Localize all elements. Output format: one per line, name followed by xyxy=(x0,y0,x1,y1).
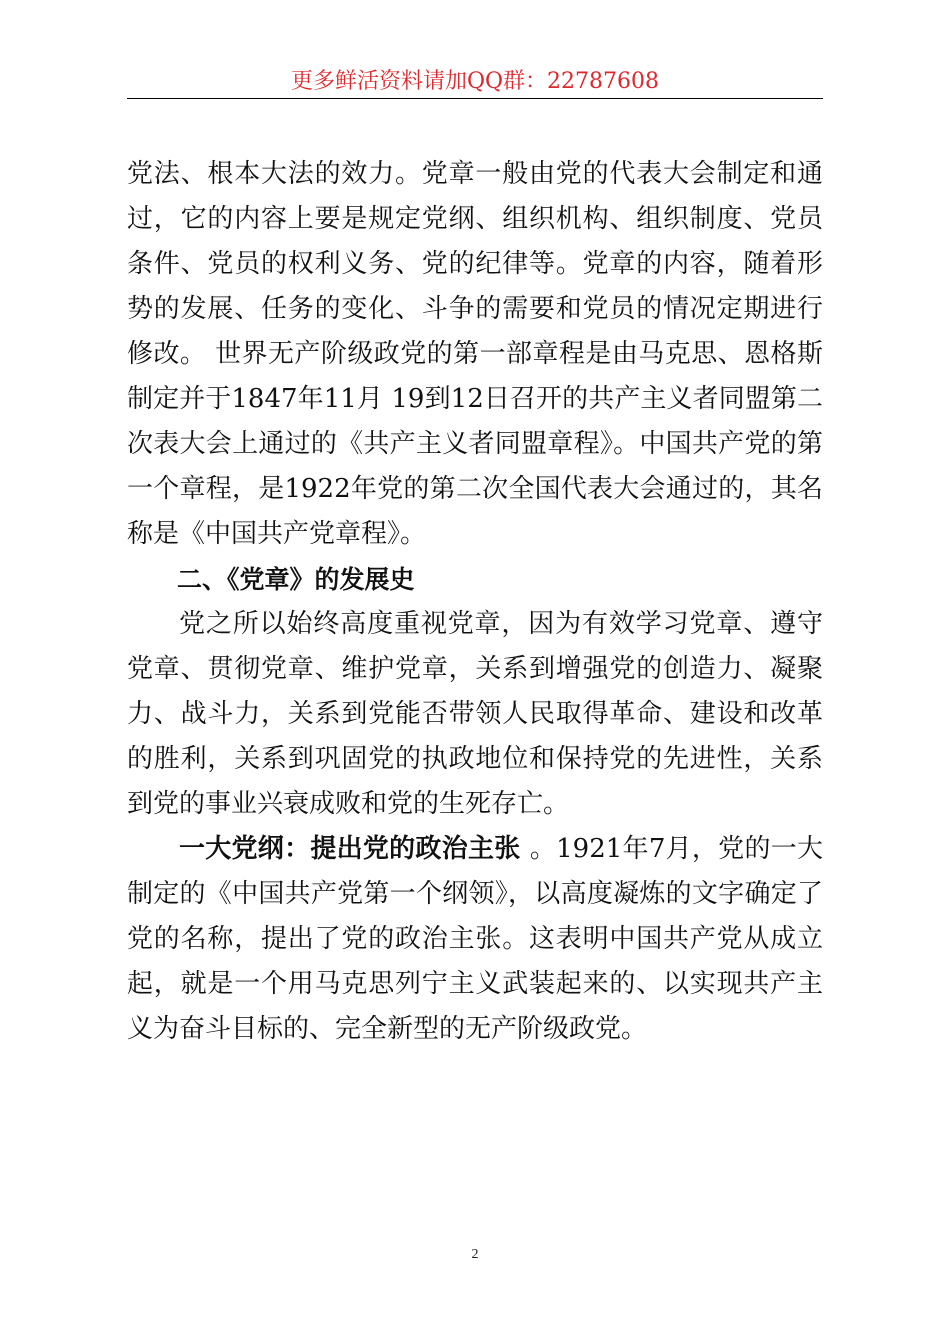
paragraph-3 xyxy=(127,827,823,1052)
document-body xyxy=(127,152,823,1052)
header-watermark-text: 更多鲜活资料请加QQ群：22787608 xyxy=(290,69,660,94)
paragraph-1: 党法、根本大法的效力。党章一般由党的代表大会制定和通过，它的内容上要是规定党纲、组织机构、组织制度、党员条件、党员的权利义务、党的纪律等。党章的内容，随着形势的发展、任务的变化、斗争的需要和党员的情况定期进行修改。 世界无产阶级政党的第一部章程是由马克思、恩格斯制定并于1847年11月 19到12日召开的共产主义者同盟第二次表大会上通过的《共产主义者同盟章程》。中国共产党的第一个章程，是1922年党的第二次全国代表大会通过的，其名称是《中国共产党章程》。 xyxy=(127,159,823,549)
header-divider xyxy=(127,98,823,99)
page-number: 2 xyxy=(471,1247,479,1262)
paragraph-3-lead: 一大党纲：提出党的政治主张 xyxy=(179,834,530,864)
section-heading: 二、《党章》的发展史 xyxy=(177,565,415,594)
paragraph-3-text: 。1921年7月，党的一大制定的《中国共产党第一个纲领》，以高度凝炼的文字确定了党的名称，提出了党的政治主张。这表明中国共产党从成立起，就是一个用马克思列宁主义武装起来的、以实现共产主义为奋斗目标的、完全新型的无产阶级政党。 xyxy=(127,834,823,1044)
paragraph-2: 党之所以始终高度重视党章，因为有效学习党章、遵守党章、贯彻党章、维护党章，关系到增强党的创造力、凝聚力、战斗力，关系到党能否带领人民取得革命、建设和改革的胜利，关系到巩固党的执政地位和保持党的先进性，关系到党的事业兴衰成败和党的生死存亡。 xyxy=(127,609,823,819)
